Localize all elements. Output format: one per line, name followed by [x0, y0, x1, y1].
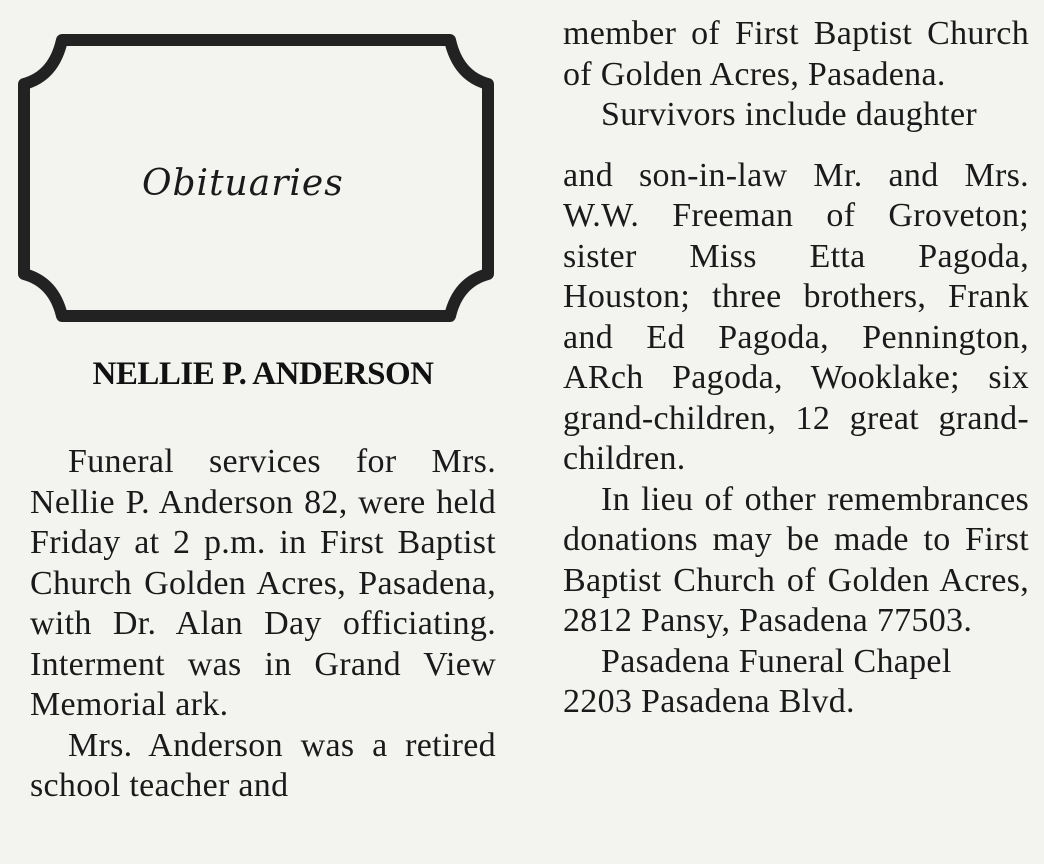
paragraph-membership: member of First Baptist Church of Golden Acres, Pasadena.	[563, 15, 1029, 93]
paragraph-donations: In lieu of other remembrances donations may be made to First Baptist Church of Golden Acres, 2812 Pansy, Pasadena 77503.	[563, 480, 1029, 639]
paragraph-survivors: and son-in-law Mr. and Mrs. W.W. Freeman of Groveton; sister Miss Etta Pagoda, Houston; three brothers, Frank and Ed Pagoda, Pennington, ARch Pagoda, Wooklake; six grand-children, 12 great grand-children.	[563, 156, 1029, 477]
paragraph-services: Funeral services for Mrs. Nellie P. Anderson 82, were held Friday at 2 p.m. in First Baptist Church Golden Acres, Pasadena, with Dr. Alan Day officiating. Interment was in Grand View Memorial ark.	[30, 443, 496, 723]
right-column	[563, 14, 1029, 723]
paragraph-survivors-first: Survivors include daughter	[601, 96, 978, 133]
chapel-address: 2203 Pasadena Blvd.	[563, 683, 855, 720]
ornate-frame	[14, 30, 498, 326]
obituaries-frame-logo	[14, 30, 498, 326]
paragraph-teacher: Mrs. Anderson was a retired school teacher and	[30, 726, 496, 804]
obituaries-title: Obituaries	[142, 163, 344, 204]
obituary-headline: NELLIE P. ANDERSON	[92, 356, 434, 392]
left-column	[30, 442, 496, 807]
chapel-name: Pasadena Funeral Chapel	[601, 642, 952, 680]
